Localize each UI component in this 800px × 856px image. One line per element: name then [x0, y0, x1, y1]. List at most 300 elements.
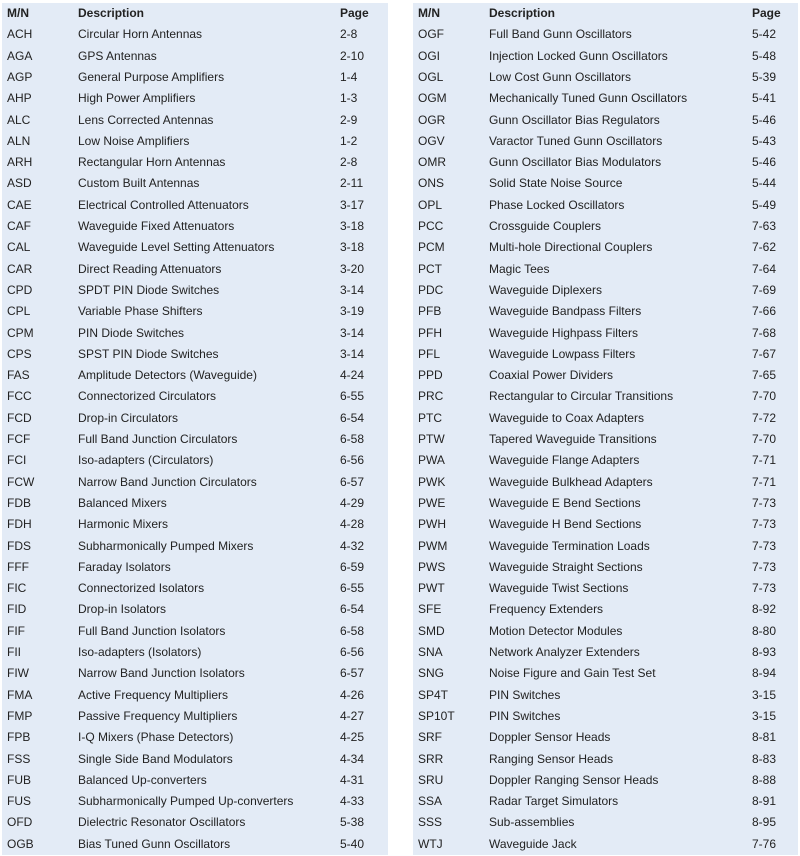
- table-header: [2, 3, 388, 24]
- page-ref: 4-27: [340, 708, 365, 723]
- description: Injection Locked Gunn Oscillators: [489, 48, 668, 63]
- model-number: PPD: [418, 368, 443, 383]
- description: Rectangular Horn Antennas: [78, 155, 226, 170]
- table-row: [413, 24, 798, 45]
- table-row: [2, 706, 388, 727]
- table-row: [2, 88, 388, 109]
- table-row: [413, 365, 798, 386]
- description: Connectorized Circulators: [78, 389, 217, 404]
- description: Doppler Ranging Sensor Heads: [489, 772, 659, 787]
- header-page: Page: [752, 6, 781, 20]
- page-ref: 5-38: [340, 815, 365, 830]
- description: Radar Target Simulators: [489, 794, 619, 809]
- model-number: OGM: [418, 91, 447, 106]
- model-number: FUB: [7, 772, 31, 787]
- page-ref: 2-8: [340, 27, 358, 42]
- description: Solid State Noise Source: [489, 176, 623, 191]
- description: Single Side Band Modulators: [78, 751, 233, 766]
- description: Waveguide Lowpass Filters: [489, 346, 636, 361]
- page-ref: 8-81: [752, 730, 777, 745]
- page-ref: 4-31: [340, 772, 365, 787]
- page-ref: 5-44: [752, 176, 777, 191]
- page-ref: 6-58: [340, 623, 365, 638]
- table-row: [413, 578, 798, 599]
- description: Iso-adapters (Circulators): [78, 453, 214, 468]
- page-ref: 3-14: [340, 346, 365, 361]
- table-row: [2, 834, 388, 855]
- table-row: [413, 386, 798, 407]
- page-ref: 5-41: [752, 91, 777, 106]
- page-ref: 7-66: [752, 304, 777, 319]
- table-row: [413, 812, 798, 833]
- table-row: [413, 152, 798, 173]
- model-number: ARH: [7, 155, 33, 170]
- description: Mechanically Tuned Gunn Oscillators: [489, 91, 688, 106]
- page-ref: 7-64: [752, 261, 777, 276]
- model-number: FII: [7, 645, 21, 659]
- table-row: [2, 216, 388, 237]
- model-number: FSS: [7, 751, 31, 766]
- page-ref: 8-95: [752, 815, 777, 830]
- page-ref: 5-43: [752, 133, 777, 148]
- table-header: [413, 3, 798, 24]
- description: Full Band Junction Isolators: [78, 623, 226, 638]
- description: Circular Horn Antennas: [78, 27, 203, 42]
- description: High Power Amplifiers: [78, 91, 196, 106]
- header-mn: M/N: [7, 6, 29, 20]
- table-row: [2, 472, 388, 493]
- table-row: [2, 237, 388, 258]
- table-row: [413, 195, 798, 216]
- model-number: PWM: [418, 538, 448, 553]
- description: Doppler Sensor Heads: [489, 730, 611, 745]
- page-ref: 3-17: [340, 197, 365, 212]
- model-number: FUS: [7, 794, 31, 809]
- page-ref: 1-3: [340, 91, 358, 106]
- table-row: [413, 621, 798, 642]
- model-number: SRR: [418, 751, 444, 766]
- page-ref: 6-56: [340, 645, 365, 659]
- model-number: FAS: [7, 368, 30, 383]
- model-number: SP4T: [418, 687, 449, 702]
- model-number: FIC: [7, 581, 27, 596]
- model-number: OFD: [7, 815, 33, 830]
- model-number: ONS: [418, 176, 445, 191]
- page-ref: 5-46: [752, 155, 777, 170]
- description: Waveguide Termination Loads: [489, 538, 650, 553]
- model-number: SP10T: [418, 708, 455, 723]
- description: Gunn Oscillator Bias Regulators: [489, 112, 660, 127]
- description: Custom Built Antennas: [78, 176, 200, 191]
- table-row: [413, 429, 798, 450]
- page-ref: 4-25: [340, 730, 365, 745]
- table-row: [2, 770, 388, 791]
- table-row: [413, 237, 798, 258]
- table-row: [2, 259, 388, 280]
- model-number: CAL: [7, 240, 31, 255]
- model-number: CPS: [7, 346, 32, 361]
- model-number: FCD: [7, 410, 32, 425]
- page-ref: 5-39: [752, 69, 777, 84]
- page-ref: 3-14: [340, 282, 365, 297]
- model-number: PWH: [418, 517, 446, 532]
- model-number: OGB: [7, 836, 34, 851]
- page-ref: 8-92: [752, 602, 777, 617]
- table-row: [413, 536, 798, 557]
- page-ref: 7-68: [752, 325, 777, 340]
- description: Motion Detector Modules: [489, 623, 623, 638]
- description: Drop-in Isolators: [78, 602, 167, 617]
- table-row: [413, 727, 798, 748]
- page-ref: 5-48: [752, 48, 777, 63]
- page-ref: 5-46: [752, 112, 777, 127]
- description: Bias Tuned Gunn Oscillators: [78, 836, 231, 851]
- description: Low Cost Gunn Oscillators: [489, 69, 632, 84]
- page-ref: 8-80: [752, 623, 777, 638]
- model-number: PFL: [418, 346, 441, 361]
- model-number: OGI: [418, 48, 441, 63]
- page-ref: 3-15: [752, 687, 777, 702]
- description: Varactor Tuned Gunn Oscillators: [489, 133, 663, 148]
- table-row: [2, 67, 388, 88]
- table-row: [2, 599, 388, 620]
- page-ref: 4-26: [340, 687, 365, 702]
- page-ref: 6-55: [340, 581, 365, 596]
- page-ref: 7-70: [752, 432, 777, 446]
- page-ref: 5-42: [752, 27, 777, 42]
- page-ref: 6-54: [340, 602, 365, 617]
- description: Full Band Junction Circulators: [78, 432, 238, 446]
- table-row: [413, 663, 798, 684]
- table-row: [2, 642, 388, 663]
- table-row: [2, 344, 388, 365]
- description: Subharmonically Pumped Mixers: [78, 538, 254, 553]
- table-row: [413, 131, 798, 152]
- header-description: Description: [78, 6, 145, 20]
- page-ref: 7-73: [752, 495, 777, 510]
- description: Noise Figure and Gain Test Set: [489, 666, 656, 681]
- model-number: PDC: [418, 282, 444, 297]
- table-row: [2, 450, 388, 471]
- table-row: [413, 110, 798, 131]
- page-ref: 6-55: [340, 389, 365, 404]
- table-row: [413, 408, 798, 429]
- page-ref: 3-19: [340, 304, 365, 319]
- table-row: [2, 110, 388, 131]
- description: Active Frequency Multipliers: [78, 687, 229, 702]
- page-ref: 2-8: [340, 155, 358, 170]
- model-number: ACH: [7, 27, 33, 42]
- model-number: OGR: [418, 112, 446, 127]
- page-ref: 7-71: [752, 453, 777, 468]
- table-row: [413, 173, 798, 194]
- model-number: CAR: [7, 261, 33, 276]
- model-number: FMP: [7, 708, 33, 723]
- description: Low Noise Amplifiers: [78, 133, 190, 148]
- model-number: ALC: [7, 112, 31, 127]
- description: Waveguide Diplexers: [489, 282, 602, 297]
- model-number: PTC: [418, 410, 442, 425]
- model-number: FCC: [7, 389, 32, 404]
- model-number: AGP: [7, 69, 33, 84]
- description: Variable Phase Shifters: [78, 304, 203, 319]
- description: Full Band Gunn Oscillators: [489, 27, 632, 42]
- description: Connectorized Isolators: [78, 581, 205, 596]
- table-row: [413, 280, 798, 301]
- page-ref: 1-2: [340, 133, 358, 148]
- page-ref: 7-69: [752, 282, 777, 297]
- model-number: SMD: [418, 623, 445, 638]
- model-number: PTW: [418, 432, 445, 446]
- description: Harmonic Mixers: [78, 517, 169, 532]
- table-row: [413, 834, 798, 855]
- page-ref: 2-11: [340, 176, 364, 191]
- model-number: OPL: [418, 197, 443, 212]
- description: Tapered Waveguide Transitions: [489, 432, 657, 446]
- model-number: FMA: [7, 687, 33, 702]
- model-number: SSA: [418, 794, 443, 809]
- table-row: [2, 578, 388, 599]
- description: Waveguide Flange Adapters: [489, 453, 640, 468]
- table-row: [413, 749, 798, 770]
- description: Balanced Mixers: [78, 495, 167, 510]
- model-number: SNA: [418, 645, 443, 659]
- description: SPST PIN Diode Switches: [78, 346, 219, 361]
- table-row: [2, 152, 388, 173]
- page-ref: 7-72: [752, 410, 777, 425]
- description: Faraday Isolators: [78, 559, 171, 574]
- page-ref: 6-54: [340, 410, 365, 425]
- description: Waveguide E Bend Sections: [489, 495, 641, 510]
- table-row: [413, 450, 798, 471]
- model-number: FID: [7, 602, 27, 617]
- table-row: [2, 536, 388, 557]
- model-number: SRU: [418, 772, 444, 787]
- description: Gunn Oscillator Bias Modulators: [489, 155, 662, 170]
- page-ref: 3-14: [340, 325, 365, 340]
- table-row: [2, 663, 388, 684]
- model-number: PFB: [418, 304, 442, 319]
- table-row: [413, 770, 798, 791]
- model-number: PCT: [418, 261, 442, 276]
- table-row: [2, 301, 388, 322]
- page-ref: 6-57: [340, 474, 365, 489]
- table-row: [2, 621, 388, 642]
- model-number: CAF: [7, 219, 31, 233]
- description: Narrow Band Junction Isolators: [78, 666, 245, 681]
- description: PIN Switches: [489, 687, 561, 702]
- model-number: AGA: [7, 48, 33, 63]
- model-number: PWE: [418, 495, 446, 510]
- model-number: SNG: [418, 666, 445, 681]
- page-ref: 3-18: [340, 240, 365, 255]
- page-ref: 8-93: [752, 645, 777, 659]
- model-number: FDB: [7, 495, 31, 510]
- page-ref: 7-63: [752, 219, 777, 233]
- table-row: [2, 557, 388, 578]
- table-row: [413, 685, 798, 706]
- model-number: OGV: [418, 133, 445, 148]
- model-number: PCC: [418, 219, 444, 233]
- model-number: FDS: [7, 538, 31, 553]
- page-ref: 4-24: [340, 368, 365, 383]
- page-ref: 7-73: [752, 517, 777, 532]
- page-ref: 3-15: [752, 708, 777, 723]
- page-ref: 7-73: [752, 538, 777, 553]
- description: PIN Diode Switches: [78, 325, 185, 340]
- table-row: [2, 131, 388, 152]
- page-ref: 4-33: [340, 794, 365, 809]
- page-ref: 6-58: [340, 432, 365, 446]
- table-row: [2, 280, 388, 301]
- page-ref: 4-34: [340, 751, 365, 766]
- page-ref: 4-29: [340, 495, 365, 510]
- model-number: PWA: [418, 453, 445, 468]
- model-number: FCW: [7, 474, 35, 489]
- page-ref: 8-88: [752, 772, 777, 787]
- model-number: OGL: [418, 69, 444, 84]
- table-row: [2, 791, 388, 812]
- description: Network Analyzer Extenders: [489, 645, 640, 659]
- table-row: [2, 323, 388, 344]
- description: Passive Frequency Multipliers: [78, 708, 238, 723]
- model-number: PCM: [418, 240, 445, 255]
- description: Phase Locked Oscillators: [489, 197, 625, 212]
- page-ref: 6-57: [340, 666, 365, 681]
- page-ref: 3-20: [340, 261, 365, 276]
- description: Waveguide Level Setting Attenuators: [78, 240, 275, 255]
- header-mn: M/N: [418, 6, 440, 20]
- page-ref: 7-62: [752, 240, 777, 255]
- model-number: SFE: [418, 602, 442, 617]
- table-row: [413, 557, 798, 578]
- table-row: [413, 706, 798, 727]
- page-ref: 8-94: [752, 666, 777, 681]
- model-number: FCF: [7, 432, 31, 446]
- model-number: PWS: [418, 559, 446, 574]
- description: Rectangular to Circular Transitions: [489, 389, 674, 404]
- model-number: PWK: [418, 474, 446, 489]
- table-row: [413, 599, 798, 620]
- model-number: PFH: [418, 325, 442, 340]
- model-number: CPL: [7, 304, 31, 319]
- description: Waveguide H Bend Sections: [489, 517, 642, 532]
- page-ref: 5-40: [340, 836, 365, 851]
- model-number: FDH: [7, 517, 32, 532]
- page-ref: 8-83: [752, 751, 777, 766]
- description: Frequency Extenders: [489, 602, 604, 617]
- description: Waveguide Bulkhead Adapters: [489, 474, 653, 489]
- model-number: FFF: [7, 559, 29, 574]
- model-number: OGF: [418, 27, 444, 42]
- description: Waveguide to Coax Adapters: [489, 410, 644, 425]
- table-row: [413, 344, 798, 365]
- page-ref: 8-91: [752, 794, 777, 809]
- table-row: [2, 408, 388, 429]
- table-row: [2, 493, 388, 514]
- page-ref: 1-4: [340, 69, 358, 84]
- description: SPDT PIN Diode Switches: [78, 282, 220, 297]
- model-number: FPB: [7, 730, 31, 745]
- description: Waveguide Twist Sections: [489, 581, 629, 596]
- description: Drop-in Circulators: [78, 410, 179, 425]
- table-row: [413, 642, 798, 663]
- model-number: SRF: [418, 730, 442, 745]
- description: GPS Antennas: [78, 48, 157, 63]
- model-number: OMR: [418, 155, 446, 170]
- description: Waveguide Fixed Attenuators: [78, 219, 235, 233]
- description: Dielectric Resonator Oscillators: [78, 815, 246, 830]
- description: Waveguide Highpass Filters: [489, 325, 638, 340]
- page-ref: 7-76: [752, 836, 777, 851]
- page-ref: 7-65: [752, 368, 777, 383]
- page-ref: 7-70: [752, 389, 777, 404]
- table-row: [413, 493, 798, 514]
- table-row: [2, 365, 388, 386]
- table-row: [413, 472, 798, 493]
- description: Crossguide Couplers: [489, 219, 602, 233]
- description: Waveguide Jack: [489, 836, 577, 851]
- table-row: [2, 429, 388, 450]
- table-row: [413, 67, 798, 88]
- header-description: Description: [489, 6, 556, 20]
- description: PIN Switches: [489, 708, 561, 723]
- page-ref: 7-73: [752, 559, 777, 574]
- table-row: [413, 216, 798, 237]
- description: Iso-adapters (Isolators): [78, 645, 202, 659]
- description: Direct Reading Attenuators: [78, 261, 222, 276]
- description: Subharmonically Pumped Up-converters: [78, 794, 294, 809]
- table-row: [2, 727, 388, 748]
- table-row: [2, 46, 388, 67]
- table-row: [413, 88, 798, 109]
- header-page: Page: [340, 6, 369, 20]
- right-index-table: [413, 3, 798, 855]
- table-row: [413, 323, 798, 344]
- left-index-table: [2, 3, 388, 855]
- model-number: SSS: [418, 815, 443, 830]
- model-number: PRC: [418, 389, 444, 404]
- table-row: [2, 749, 388, 770]
- page-ref: 2-10: [340, 48, 365, 63]
- page-ref: 6-56: [340, 453, 365, 468]
- model-number: AHP: [7, 91, 32, 106]
- model-number: ALN: [7, 133, 31, 148]
- model-number: WTJ: [418, 836, 443, 851]
- description: Multi-hole Directional Couplers: [489, 240, 653, 255]
- description: Waveguide Straight Sections: [489, 559, 643, 574]
- description: Waveguide Bandpass Filters: [489, 304, 642, 319]
- model-number: FIW: [7, 666, 29, 681]
- description: Lens Corrected Antennas: [78, 112, 214, 127]
- page-ref: 3-18: [340, 219, 365, 233]
- model-number: FCI: [7, 453, 27, 468]
- model-number: CPM: [7, 325, 34, 340]
- description: Coaxial Power Dividers: [489, 368, 614, 383]
- table-row: [413, 514, 798, 535]
- page-ref: 7-73: [752, 581, 777, 596]
- table-row: [2, 173, 388, 194]
- table-row: [413, 791, 798, 812]
- description: General Purpose Amplifiers: [78, 69, 225, 84]
- table-row: [2, 514, 388, 535]
- page-ref: 7-67: [752, 346, 777, 361]
- page-ref: 5-49: [752, 197, 777, 212]
- model-number: FIF: [7, 623, 25, 638]
- description: Narrow Band Junction Circulators: [78, 474, 257, 489]
- table-row: [413, 46, 798, 67]
- table-row: [2, 685, 388, 706]
